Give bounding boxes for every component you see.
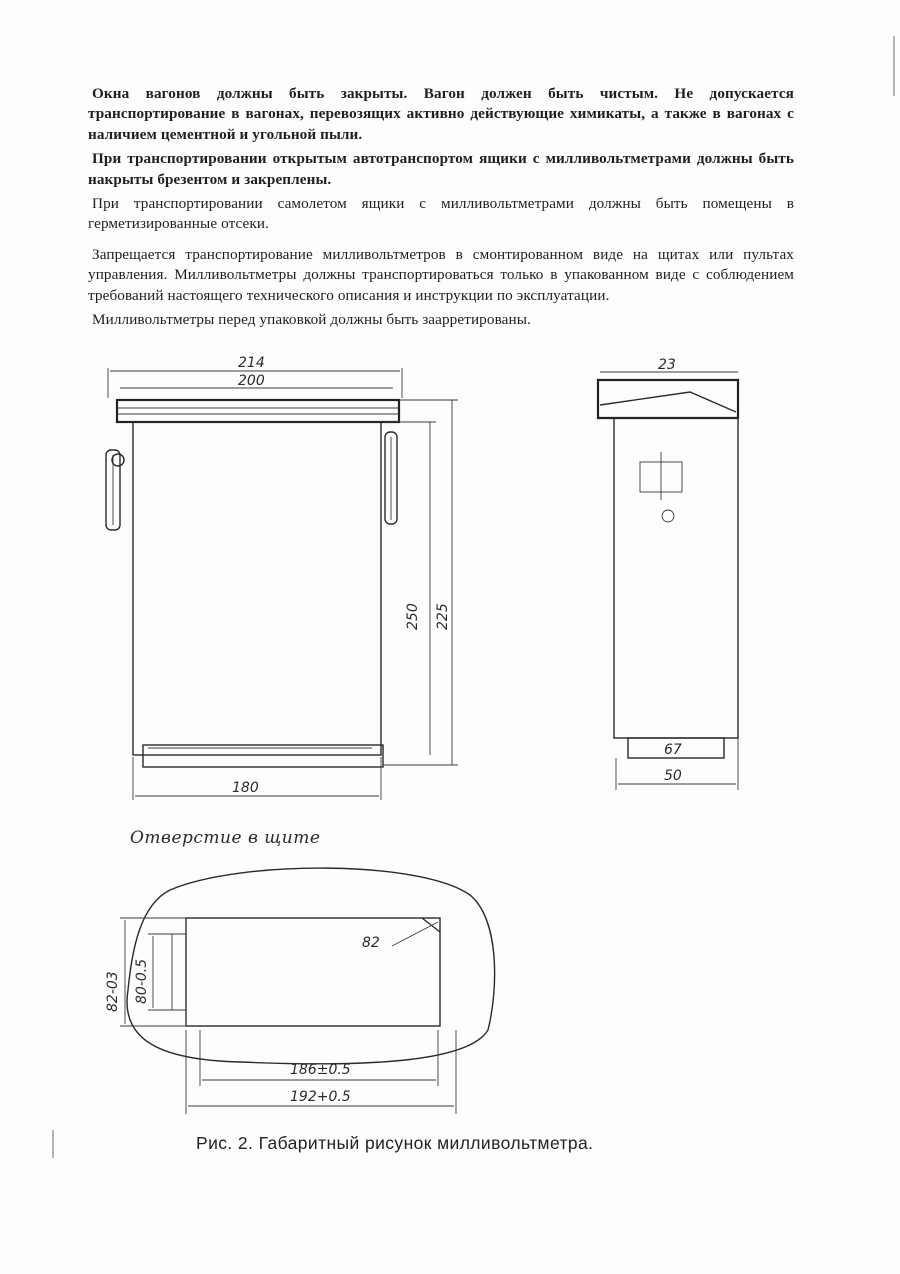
panel-cutout-view: [105, 868, 495, 1114]
dim-200: 200: [238, 373, 265, 389]
dim-67: 67: [664, 742, 682, 758]
figure-caption: Рис. 2. Габаритный рисунок милливольтметра.: [196, 1133, 594, 1153]
side-view: [598, 357, 738, 790]
paragraph-prohibition: Запрещается транспортирование милливольтметров в смонтированном виде на щитах или пультах управления. Милливольтметры должны транспортироваться только в упакованном виде с соблюдением требований настоящего технического описания и инструкции по эксплуатации.: [88, 245, 794, 304]
dim-82-corner: 82: [362, 935, 380, 951]
front-view: [106, 355, 458, 800]
scan-edge-mark-left: [52, 1130, 54, 1158]
dim-214: 214: [238, 355, 265, 371]
dim-250: 250: [405, 603, 421, 630]
dim-82-03: 82-03: [105, 971, 121, 1012]
dim-23: 23: [658, 357, 676, 373]
dim-225: 225: [435, 603, 451, 630]
scan-edge-mark: [893, 36, 895, 96]
paragraph-auto-transport: При транспортировании открытым автотранспортом ящики с милливольтметрами должны быть накрыты брезентом и закреплены.: [88, 150, 794, 188]
dim-50: 50: [664, 768, 682, 784]
dim-180: 180: [232, 780, 259, 796]
dim-80-05: 80-0.5: [134, 958, 150, 1004]
dim-186: 186±0.5: [290, 1062, 351, 1078]
paragraph-arresting: Милливольтметры перед упаковкой должны быть заарретированы.: [92, 311, 531, 329]
paragraph-wagons: Окна вагонов должны быть закрыты. Вагон должен быть чистым. Не допускается транспортирование в вагонах, перевозящих активно действующие химикаты, а также в вагонах с наличием цементной и угольной пыли.: [88, 85, 794, 143]
paragraph-air-transport: При транспортировании самолетом ящики с милливольтметрами должны быть помещены в герметизированные отсеки.: [88, 195, 794, 233]
panel-cutout-label: Отверстие в щите: [130, 828, 321, 848]
dim-192: 192+0.5: [290, 1089, 351, 1105]
